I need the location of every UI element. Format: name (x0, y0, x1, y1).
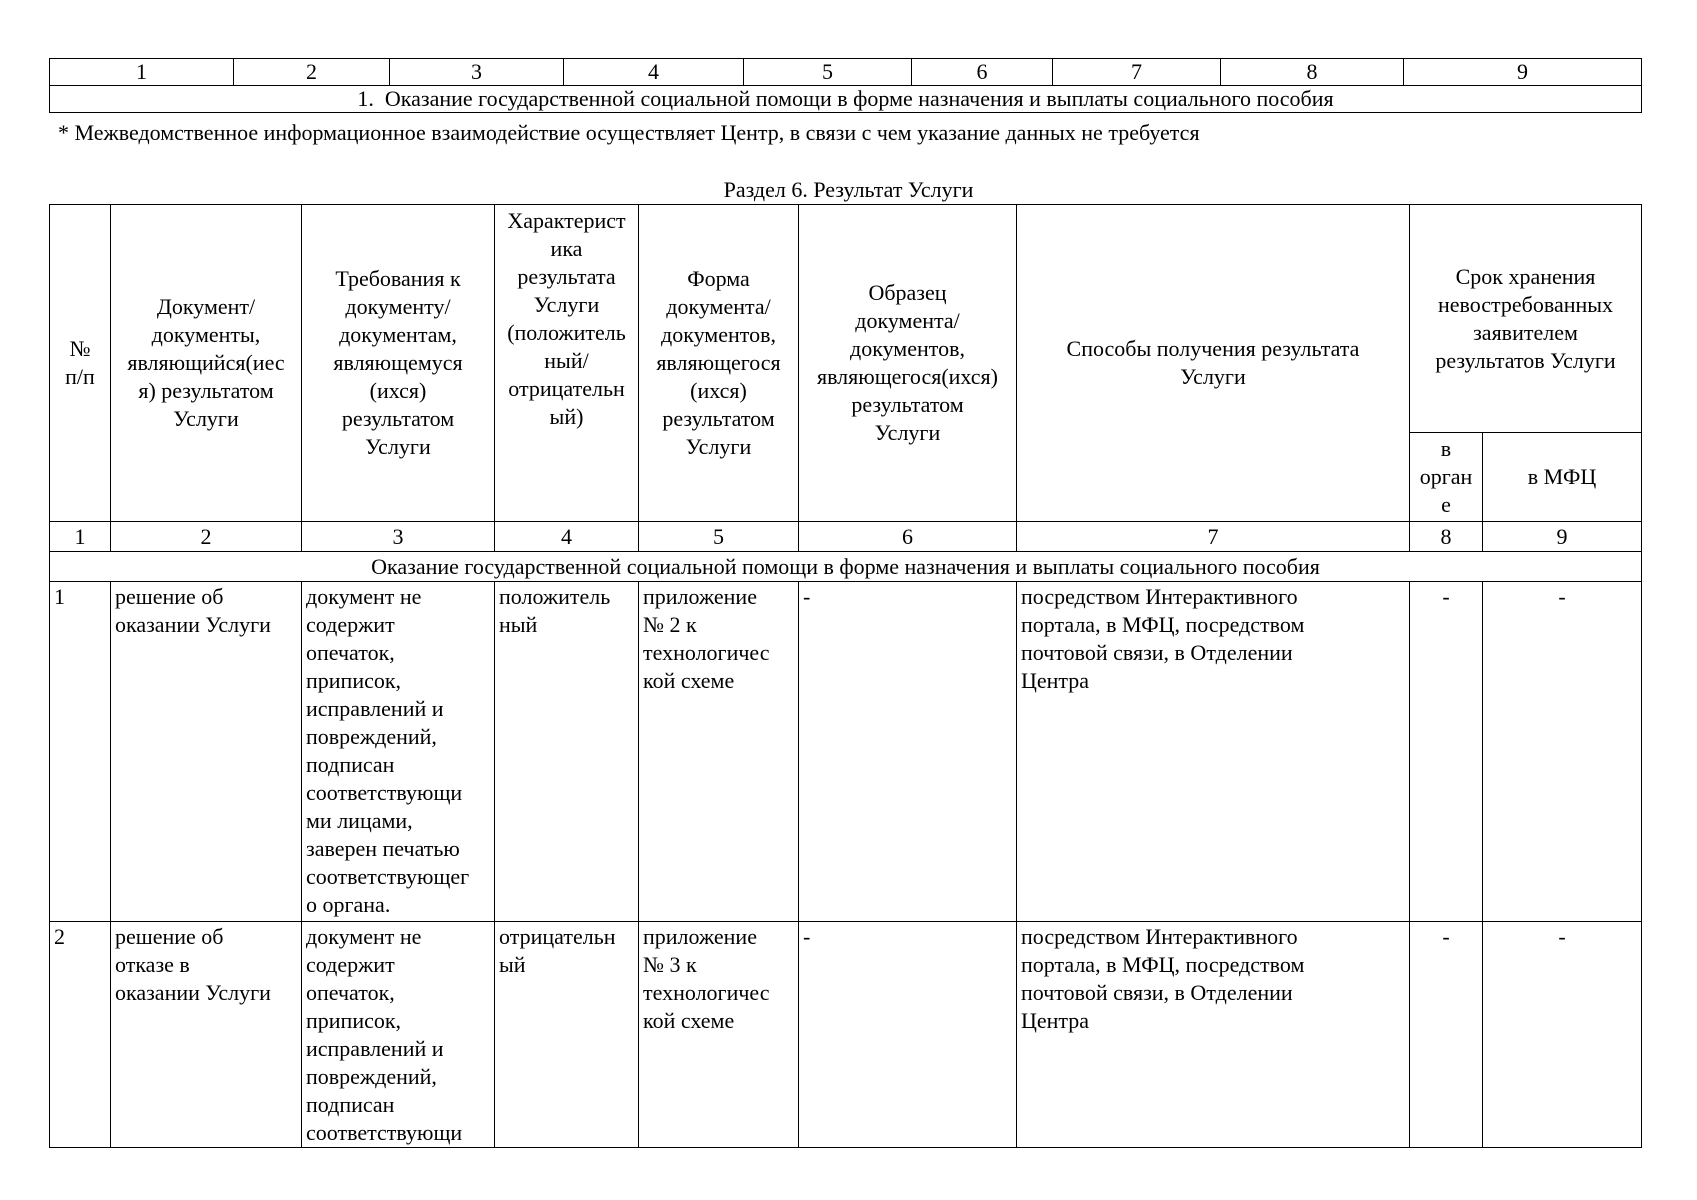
row-document: решение об оказании Услуги (111, 582, 302, 922)
col-number: 1 (50, 522, 111, 552)
top-col-number: 1 (50, 59, 234, 86)
col-number: 2 (111, 522, 302, 552)
top-col-number: 3 (390, 59, 564, 86)
section-title: Раздел 6. Результат Услуги (723, 177, 974, 202)
col-number: 4 (495, 522, 639, 552)
row-methods: посредством Интерактивного портала, в МФЦ, посредством почтовой связи, в Отделении Центра (1017, 582, 1410, 922)
header-methods: Способы получения результата Услуги (1017, 205, 1410, 522)
top-col-number: 7 (1053, 59, 1221, 86)
top-table (49, 58, 1642, 113)
col-number: 8 (1410, 522, 1483, 552)
top-col-number: 9 (1404, 59, 1642, 86)
row-characteristic: положитель ный (495, 582, 639, 922)
header-row (50, 205, 1642, 433)
row-methods: посредством Интерактивного портала, в МФЦ, посредством почтовой связи, в Отделении Центра (1017, 922, 1410, 1148)
top-service-row (50, 86, 1642, 113)
footnote: * Межведомственное информационное взаимодействие осуществляет Центр, в связи с чем указание данных не требуется (58, 120, 1200, 145)
top-col-number: 5 (744, 59, 912, 86)
row-characteristic: отрицательн ый (495, 922, 639, 1148)
row-storage-mfc: - (1483, 922, 1642, 1148)
col-number: 3 (302, 522, 495, 552)
row-requirements: документ не содержит опечаток, приписок, исправлений и повреждений, подписан соответствующи ми лицами, заверен печатью соответствующег о органа. (302, 582, 495, 922)
group-row (50, 552, 1642, 582)
col-number: 7 (1017, 522, 1410, 552)
result-table (49, 204, 1642, 1148)
table-row (50, 922, 1642, 1148)
header-sample: Образец документа/ документов, являющегося(ихся) результатом Услуги (799, 205, 1017, 522)
row-requirements: документ не содержит опечаток, приписок, исправлений и повреждений, подписан соответствующи (302, 922, 495, 1148)
top-col-number: 4 (564, 59, 744, 86)
row-num: 1 (50, 582, 111, 922)
top-service-title: 1. Оказание государственной социальной помощи в форме назначения и выплаты социального пособия (50, 86, 1642, 113)
row-sample: - (799, 582, 1017, 922)
top-col-number: 6 (912, 59, 1053, 86)
col-number: 5 (639, 522, 799, 552)
row-storage-mfc: - (1483, 582, 1642, 922)
row-sample: - (799, 922, 1017, 1148)
group-title: Оказание государственной социальной помощи в форме назначения и выплаты социального пособия (50, 552, 1642, 582)
top-col-number: 8 (1221, 59, 1404, 86)
row-num: 2 (50, 922, 111, 1148)
header-storage-organ: в орган е (1410, 433, 1483, 522)
header-requirements: Требования к документу/ документам, являющемуся (ихся) результатом Услуги (302, 205, 495, 522)
row-storage-organ: - (1410, 582, 1483, 922)
top-column-number-row (50, 59, 1642, 86)
row-storage-organ: - (1410, 922, 1483, 1148)
row-form: приложение № 2 к технологичес кой схеме (639, 582, 799, 922)
col-number: 9 (1483, 522, 1642, 552)
header-storage-mfc: в МФЦ (1483, 433, 1642, 522)
top-col-number: 2 (234, 59, 390, 86)
column-number-row (50, 522, 1642, 552)
header-num: № п/п (50, 205, 111, 522)
table-row (50, 582, 1642, 922)
col-number: 6 (799, 522, 1017, 552)
header-form: Форма документа/ документов, являющегося (ихся) результатом Услуги (639, 205, 799, 522)
row-form: приложение № 3 к технологичес кой схеме (639, 922, 799, 1148)
header-document: Документ/ документы, являющийся(иес я) результатом Услуги (111, 205, 302, 522)
header-characteristic: Характерист ика результата Услуги (положитель ный/ отрицательн ый) (495, 205, 639, 522)
row-document: решение об отказе в оказании Услуги (111, 922, 302, 1148)
header-storage: Срок хранения невостребованных заявителем результатов Услуги (1410, 205, 1642, 433)
